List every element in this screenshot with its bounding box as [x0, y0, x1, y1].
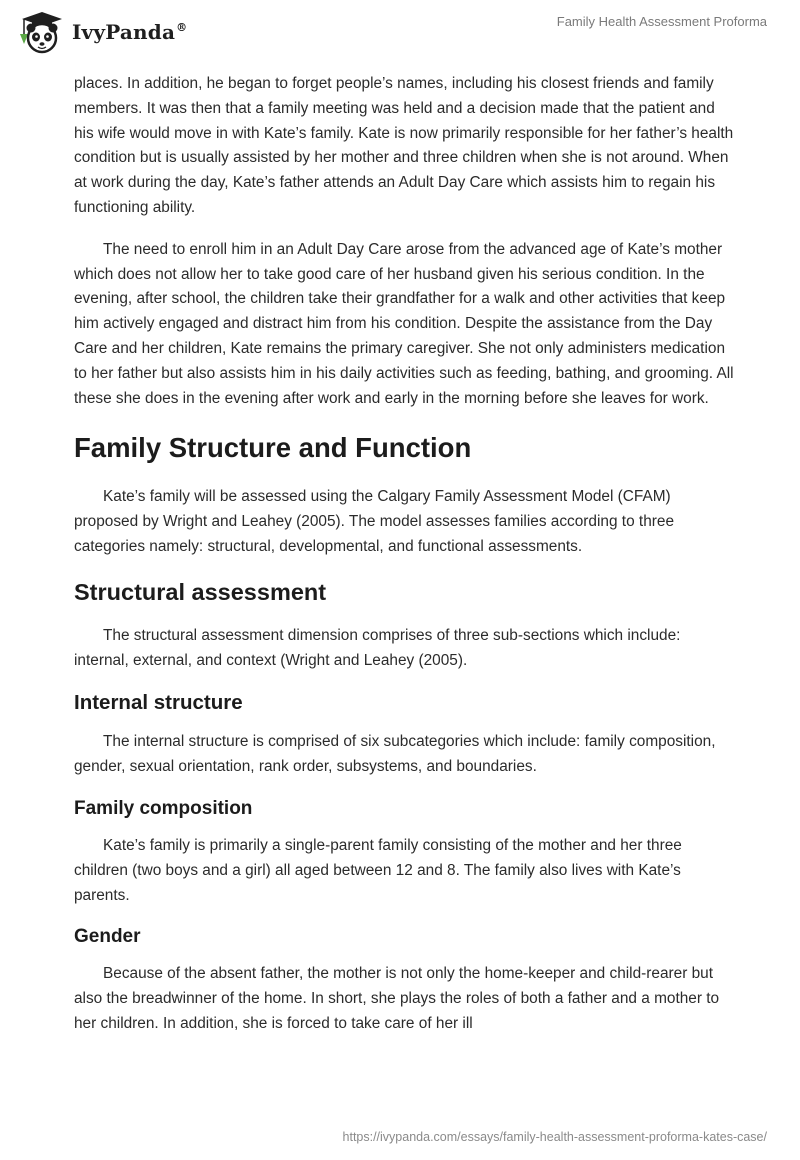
paragraph-structural: The structural assessment dimension comprises of three sub-sections which include: internal, external, and context (Wright and Leahey (2005).: [74, 626, 681, 669]
article-body: [74, 72, 734, 1037]
paragraph-internal: The internal structure is comprised of six subcategories which include: family composition, gender, sexual orientation, rank order, subsystems, and boundaries.: [74, 733, 716, 776]
brand-logo[interactable]: [14, 8, 187, 56]
heading-structural-assessment: Structural assessment: [74, 578, 327, 605]
document-title: Family Health Assessment Proforma: [556, 14, 767, 29]
paragraph-adult-day-care: The need to enroll him in an Adult Day Care arose from the advanced age of Kate’s mother which does not allow her to take good care of her husband given his serious condition. In the evening, after school, the children take their grandfather for a walk and other activities that keep him actively engaged and distract him from his condition. Despite the assistance from the Day Care and her children, Kate remains the primary caregiver. She not only administers medication to her father but also assists him in his daily activities such as feeding, bathing, and grooming. All these she does in the evening after work and early in the morning before she leaves for work.: [74, 240, 734, 407]
page-header: [0, 0, 800, 64]
heading-internal-structure: Internal structure: [74, 691, 243, 715]
heading-family-structure: Family Structure and Function: [74, 432, 472, 464]
panda-graduate-logo-icon: [14, 10, 66, 54]
heading-family-composition: Family composition: [74, 797, 253, 819]
paragraph-continued: places. In addition, he began to forget people’s names, including his closest friends and family members. It was then that a family meeting was held and a decision made that the patient and his wife would move in with Kate’s family. Kate is now primarily responsible for her father’s health condition but is usually assisted by her mother and three children when she is not around. When at work during the day, Kate’s father attends an Adult Day Care which assists him to regain his functioning ability.: [74, 75, 734, 216]
brand-name: IvyPanda®: [72, 20, 188, 44]
heading-gender: Gender: [74, 926, 141, 948]
paragraph-gender: Because of the absent father, the mother is not only the home-keeper and child-rearer but also the breadwinner of the home. In short, she plays the roles of both a father and a mother to her children. In addition, she is forced to take care of her ill: [74, 965, 720, 1032]
registered-mark: ®: [176, 21, 188, 35]
paragraph-composition: Kate’s family is primarily a single-parent family consisting of the mother and her three children (two boys and a girl) all aged between 12 and 8. The family also lives with Kate’s parents.: [74, 836, 682, 904]
paragraph-cfam: Kate’s family will be assessed using the Calgary Family Assessment Model (CFAM) proposed by Wright and Leahey (2005). The model assesses families according to three categories namely: structural, developmental, and functional assessments.: [74, 488, 675, 555]
source-url[interactable]: https://ivypanda.com/essays/family-health-assessment-proforma-kates-case/: [342, 1130, 767, 1144]
